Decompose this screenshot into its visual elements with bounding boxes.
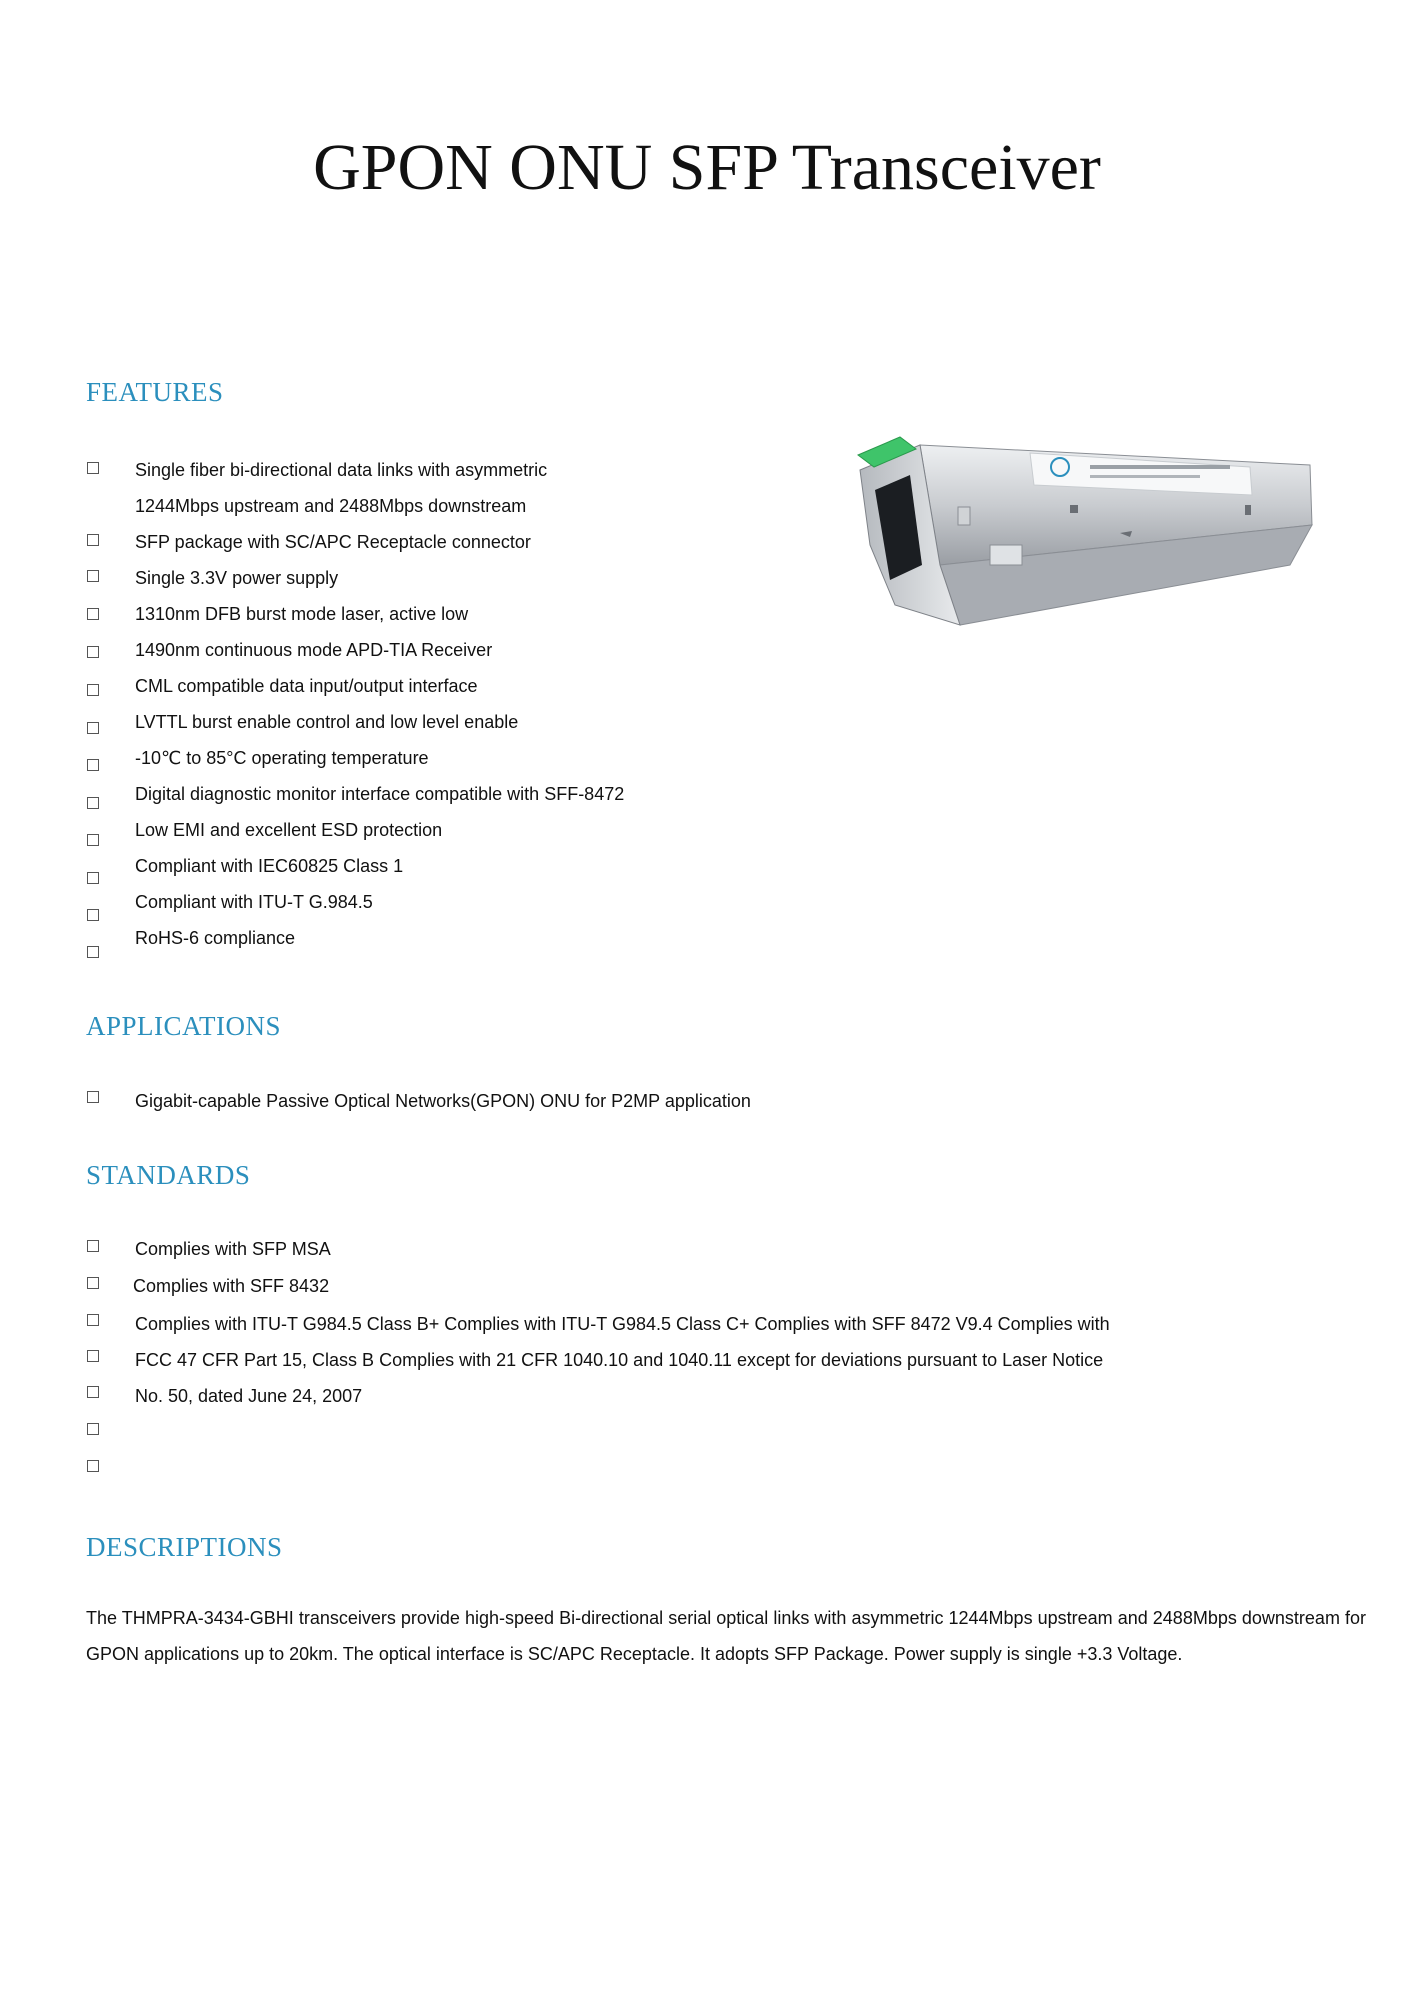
bullet-checkbox bbox=[87, 646, 99, 658]
sfp-transceiver-image bbox=[840, 415, 1320, 650]
feature-line: Low EMI and excellent ESD protection bbox=[135, 820, 443, 840]
bullet-checkbox bbox=[87, 1314, 99, 1326]
standards-heading: STANDARDS bbox=[86, 1160, 251, 1190]
bullet-checkbox bbox=[87, 570, 99, 582]
feature-line: Single 3.3V power supply bbox=[135, 568, 339, 588]
feature-line: Single fiber bi-directional data links with asymmetric bbox=[135, 460, 548, 480]
bullet-checkbox bbox=[87, 1277, 99, 1289]
feature-line: RoHS-6 compliance bbox=[135, 928, 296, 948]
page-title: GPON ONU SFP Transceiver bbox=[313, 131, 1101, 204]
descriptions-heading: DESCRIPTIONS bbox=[86, 1532, 283, 1562]
standard-line: No. 50, dated June 24, 2007 bbox=[135, 1386, 363, 1406]
standard-line: Complies with SFF 8432 bbox=[133, 1276, 330, 1296]
bullet-checkbox bbox=[87, 1350, 99, 1362]
features-heading: FEATURES bbox=[86, 377, 224, 407]
feature-line: CML compatible data input/output interface bbox=[135, 676, 478, 696]
bullet-checkbox bbox=[87, 759, 99, 771]
bullet-checkbox bbox=[87, 462, 99, 474]
bullet-checkbox bbox=[87, 608, 99, 620]
bullet-checkbox bbox=[87, 684, 99, 696]
standard-line: Complies with SFP MSA bbox=[135, 1239, 331, 1259]
feature-line: LVTTL burst enable control and low level enable bbox=[135, 712, 519, 732]
application-line: Gigabit-capable Passive Optical Networks(GPON) ONU for P2MP application bbox=[135, 1091, 751, 1111]
feature-line: 1244Mbps upstream and 2488Mbps downstream bbox=[135, 496, 527, 516]
bullet-checkbox bbox=[87, 1091, 99, 1103]
bullet-checkbox bbox=[87, 722, 99, 734]
bullet-checkbox bbox=[87, 834, 99, 846]
bullet-checkbox bbox=[87, 872, 99, 884]
feature-line: 1310nm DFB burst mode laser, active low bbox=[135, 604, 469, 624]
feature-line: Digital diagnostic monitor interface compatible with SFF-8472 bbox=[135, 784, 625, 804]
feature-line: 1490nm continuous mode APD-TIA Receiver bbox=[135, 640, 493, 660]
description-paragraph: The THMPRA-3434-GBHI transceivers provide high-speed Bi-directional serial optical links with asymmetric 1244Mbps upstream and 2488Mbps downstream for GPON applications up to 20km. The optical interface is SC/APC Receptacle. It adopts SFP Package. Power supply is single +3.3 Voltage. bbox=[86, 1608, 1366, 1664]
bullet-checkbox bbox=[87, 909, 99, 921]
standard-line: FCC 47 CFR Part 15, Class B Complies with 21 CFR 1040.10 and 1040.11 except for deviations pursuant to Laser Notice bbox=[135, 1350, 1104, 1370]
bullet-checkbox bbox=[87, 1386, 99, 1398]
feature-line: -10℃ to 85°C operating temperature bbox=[135, 748, 429, 768]
bullet-checkbox bbox=[87, 1423, 99, 1435]
bullet-checkbox bbox=[87, 946, 99, 958]
bullet-checkbox bbox=[87, 1460, 99, 1472]
bullet-checkbox bbox=[87, 1240, 99, 1252]
feature-line: Compliant with IEC60825 Class 1 bbox=[135, 856, 404, 876]
applications-heading: APPLICATIONS bbox=[86, 1011, 282, 1041]
bullet-checkbox bbox=[87, 797, 99, 809]
standard-line: Complies with ITU-T G984.5 Class B+ Complies with ITU-T G984.5 Class C+ Complies with SFF 8472 V9.4 Complies with bbox=[135, 1314, 1110, 1334]
bullet-checkbox bbox=[87, 534, 99, 546]
feature-line: Compliant with ITU-T G.984.5 bbox=[135, 892, 373, 912]
feature-line: SFP package with SC/APC Receptacle connector bbox=[135, 532, 531, 552]
